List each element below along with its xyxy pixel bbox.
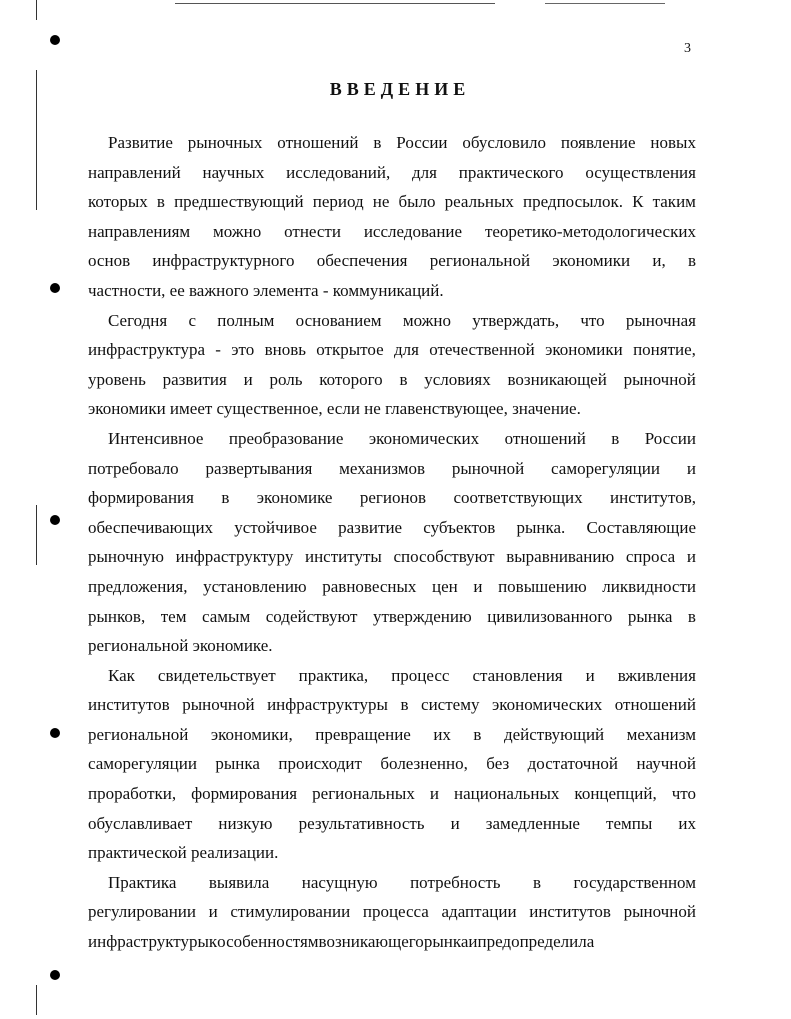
word: и <box>243 369 253 389</box>
text-line <box>88 513 696 543</box>
binder-hole-icon <box>50 283 60 293</box>
word: процесс <box>391 665 450 685</box>
text-line <box>88 690 696 720</box>
text-line <box>88 276 696 306</box>
paragraph <box>88 868 696 957</box>
scan-edge-mark <box>36 0 37 20</box>
word: преобразование <box>228 428 344 448</box>
word: научной <box>636 754 696 774</box>
paragraph <box>88 661 696 868</box>
word: формирования <box>88 488 194 508</box>
word: ликвидности <box>602 576 696 596</box>
word: возникающей <box>507 369 607 389</box>
word: предложения, <box>88 576 188 596</box>
word: полным <box>217 310 275 330</box>
text-line <box>88 809 696 839</box>
word: можно <box>213 221 262 241</box>
word: проработки, <box>88 784 177 804</box>
word: становления <box>472 665 563 685</box>
word: рыночной <box>623 369 696 389</box>
text-line <box>88 246 696 276</box>
word: достаточной <box>527 754 619 774</box>
word: формирования <box>191 784 298 804</box>
page-number: 3 <box>684 41 691 56</box>
word: экономических <box>368 428 480 448</box>
word: соответствующих <box>453 488 583 508</box>
word: замедленные <box>485 813 580 833</box>
word: систему <box>421 695 480 715</box>
word: потребовало <box>88 458 179 478</box>
word: концепций, <box>574 784 657 804</box>
word: экономических <box>491 695 603 715</box>
word: исследований, <box>286 162 391 182</box>
word: Составляющие <box>586 517 696 537</box>
word: роль <box>269 369 303 389</box>
word: что <box>671 784 696 804</box>
word: результативность <box>298 813 425 833</box>
word: их <box>433 724 451 744</box>
word: обуславливает <box>88 813 193 833</box>
word: в <box>399 369 408 389</box>
text-line <box>88 602 696 632</box>
word: исследование <box>363 221 463 241</box>
word: обеспечения <box>316 251 408 271</box>
word: рыночной <box>623 902 696 922</box>
binder-hole-icon <box>50 515 60 525</box>
word: реальных <box>444 192 514 212</box>
word: развитие <box>338 517 403 537</box>
word: которых <box>88 192 148 212</box>
binder-hole-icon <box>50 35 60 45</box>
word: понятие, <box>633 340 696 360</box>
word: регулировании <box>88 902 196 922</box>
word: региональной экономике. <box>88 636 273 656</box>
word: механизмов <box>339 458 425 478</box>
word: стимулировании <box>230 902 351 922</box>
word: инфраструктурного <box>152 251 295 271</box>
word: рынков, <box>88 606 146 626</box>
text-line <box>88 306 696 336</box>
word: особенностям <box>217 932 319 952</box>
word: в <box>373 133 382 152</box>
word: рынка <box>627 606 673 626</box>
word: в <box>473 724 482 744</box>
word: предшествующий <box>174 192 304 212</box>
word: цен <box>432 576 458 596</box>
word: к <box>208 932 218 952</box>
word: инфраструктуру <box>175 547 294 567</box>
word: направлениям <box>88 221 191 241</box>
page-title: ВВЕДЕНИЕ <box>329 79 471 99</box>
word: Сегодня <box>108 310 168 330</box>
paragraph <box>88 128 696 306</box>
text-line <box>88 927 696 957</box>
word: это <box>231 340 255 360</box>
word: потребность <box>410 872 501 892</box>
word: темпы <box>606 813 653 833</box>
word: и <box>450 813 460 833</box>
binder-hole-icon <box>50 728 60 738</box>
word: рыночной <box>182 695 255 715</box>
word: рыночную <box>88 547 164 567</box>
word: способствуют <box>393 547 495 567</box>
scan-edge-mark <box>36 985 37 1015</box>
word: процесса <box>362 902 429 922</box>
word: Практика <box>108 872 177 892</box>
word: свидетельствует <box>157 665 276 685</box>
word: рыночной <box>451 458 525 478</box>
word: не <box>372 192 390 212</box>
word: и, <box>652 251 666 271</box>
word: для <box>412 162 437 182</box>
word: основ <box>88 251 131 271</box>
word: государственном <box>573 872 696 892</box>
word: практической реализации. <box>88 843 279 863</box>
word: в <box>156 192 165 212</box>
scan-artifact-line <box>175 3 495 4</box>
word: без <box>486 754 510 774</box>
word: и <box>468 932 478 952</box>
word: экономики, <box>210 724 293 744</box>
word: субъектов <box>423 517 496 537</box>
word: и <box>686 458 696 478</box>
text-line <box>88 128 696 158</box>
word: саморегуляции <box>551 458 660 478</box>
word: вновь <box>264 340 306 360</box>
word: и <box>429 784 439 804</box>
word: рыночная <box>625 310 696 330</box>
text-line <box>88 454 696 484</box>
word: содействуют <box>265 606 358 626</box>
word: насущную <box>301 872 378 892</box>
word: России <box>396 133 448 152</box>
word: саморегуляции <box>88 754 197 774</box>
word: региональных <box>312 784 415 804</box>
word: их <box>678 813 696 833</box>
word: осуществления <box>585 162 696 182</box>
word: экономике <box>256 488 333 508</box>
text-line <box>88 542 696 572</box>
word: отечественной <box>429 340 535 360</box>
word: выравниванию <box>506 547 615 567</box>
word: К <box>632 192 644 212</box>
word: установлению <box>203 576 307 596</box>
word: экономики <box>545 340 623 360</box>
word: с <box>188 310 197 330</box>
word: происходит <box>278 754 362 774</box>
scan-edge-mark <box>36 505 37 565</box>
word: цивилизованного <box>487 606 613 626</box>
text-line <box>88 483 696 513</box>
text-line <box>88 779 696 809</box>
word: - <box>215 340 221 360</box>
word: было <box>398 192 436 212</box>
text-line <box>88 394 696 424</box>
word: которого <box>319 369 383 389</box>
word: механизм <box>626 724 696 744</box>
word: обусловило <box>462 133 547 152</box>
word: региональной <box>429 251 531 271</box>
word: для <box>393 340 419 360</box>
word: появление <box>560 133 636 152</box>
word: в <box>687 251 696 271</box>
word: институтов <box>529 902 611 922</box>
text-line <box>88 572 696 602</box>
word: предпосылок. <box>523 192 624 212</box>
text-line <box>88 187 696 217</box>
word: действующий <box>503 724 605 744</box>
text-line <box>88 365 696 395</box>
word: экономики <box>552 251 631 271</box>
word: равновесных <box>322 576 417 596</box>
paragraph <box>88 424 696 661</box>
text-line <box>88 335 696 365</box>
word: низкую <box>218 813 273 833</box>
word: адаптации <box>441 902 517 922</box>
text-line <box>88 631 696 661</box>
word: рынка <box>423 932 469 952</box>
word: условиях <box>424 369 491 389</box>
word: и <box>473 576 483 596</box>
word: превращение <box>315 724 411 744</box>
word: в <box>533 872 542 892</box>
word: развития <box>162 369 227 389</box>
text-line <box>88 661 696 691</box>
word: в <box>400 695 409 715</box>
word: возникающего <box>318 932 424 952</box>
word: можно <box>402 310 452 330</box>
word: практика, <box>298 665 369 685</box>
word: теоретико-методологических <box>484 221 696 241</box>
word: отнести <box>284 221 341 241</box>
word: и <box>208 902 218 922</box>
word: повышению <box>498 576 587 596</box>
word: открытое <box>316 340 384 360</box>
word: Развитие <box>108 133 173 152</box>
word: предопределила <box>477 932 595 952</box>
word: регионов <box>359 488 427 508</box>
word: самым <box>201 606 251 626</box>
word: вживления <box>617 665 696 685</box>
word: и <box>585 665 595 685</box>
word: основанием <box>295 310 382 330</box>
word: утверждать, <box>472 310 560 330</box>
word: частности, ее важного элемента - коммуникаций. <box>88 280 444 300</box>
word: и <box>686 547 696 567</box>
binder-hole-icon <box>50 970 60 980</box>
word: институты <box>304 547 382 567</box>
word: в <box>687 606 696 626</box>
word: в <box>611 428 620 448</box>
word: Интенсивное <box>108 428 204 448</box>
word: направлений <box>88 162 181 182</box>
word: инфраструктура <box>88 340 205 360</box>
word: спроса <box>625 547 676 567</box>
word: отношений <box>277 133 359 152</box>
word: отношений <box>614 695 696 715</box>
word: болезненно, <box>380 754 468 774</box>
word: период <box>312 192 364 212</box>
word: Как <box>108 665 135 685</box>
word: уровень <box>88 369 146 389</box>
text-line <box>88 158 696 188</box>
word: новых <box>650 133 696 152</box>
text-line <box>88 720 696 750</box>
word: таким <box>652 192 696 212</box>
word: национальных <box>454 784 560 804</box>
text-line <box>88 838 696 868</box>
word: выявила <box>208 872 270 892</box>
word: рынка. <box>516 517 566 537</box>
text-line <box>88 868 696 898</box>
word: региональной <box>88 724 189 744</box>
word: развертывания <box>205 458 313 478</box>
paragraph <box>88 306 696 424</box>
word: обеспечивающих <box>88 517 214 537</box>
text-line <box>88 749 696 779</box>
word: утверждению <box>372 606 472 626</box>
word: в <box>221 488 230 508</box>
word: инфраструктуры <box>267 695 388 715</box>
word: институтов, <box>610 488 696 508</box>
scan-artifact-line <box>545 3 665 4</box>
text-line <box>88 424 696 454</box>
word: инфраструктуры <box>88 932 209 952</box>
word: устойчивое <box>234 517 317 537</box>
word: практического <box>458 162 564 182</box>
word: рыночных <box>187 133 263 152</box>
text-line <box>88 217 696 247</box>
word: экономики имеет существенное, если не главенствующее, значение. <box>88 399 581 419</box>
word: что <box>580 310 605 330</box>
text-line <box>88 897 696 927</box>
word: отношений <box>504 428 586 448</box>
word: рынка <box>215 754 260 774</box>
word: научных <box>202 162 265 182</box>
word: тем <box>160 606 187 626</box>
body-text <box>88 128 696 957</box>
word: институтов <box>88 695 170 715</box>
word: России <box>644 428 696 448</box>
